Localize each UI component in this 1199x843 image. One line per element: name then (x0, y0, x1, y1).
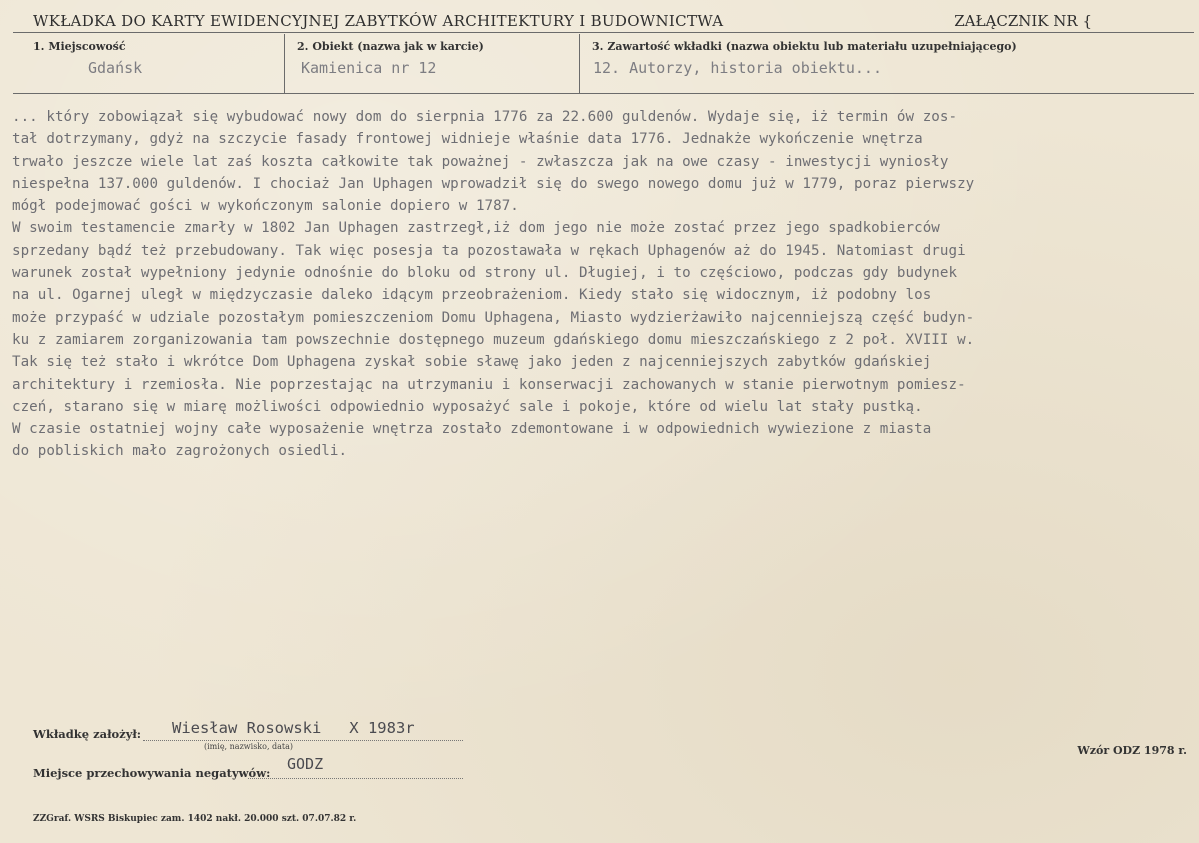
locality-value: Gdańsk (88, 59, 143, 77)
body-line: niespełna 137.000 guldenów. I chociaż Jan Uphagen wprowadził się do swego nowego domu już w 1779, poraz pierwszy (12, 175, 975, 192)
body-line: sprzedany bądź też przebudowany. Tak więc posesja ta pozostawała w rękach Uphagenów aż do 1945. Natomiast drugi (12, 242, 966, 259)
body-line: Tak się też stało i wkrótce Dom Uphagena zyskał sobie sławę jako jeden z najcenniejszych zabytków gdańskiej (12, 354, 932, 371)
body-line: tał dotrzymany, gdyż na szczycie fasady frontowej widnieje właśnie data 1776. Jednakże wykończenie wnętrza (12, 131, 923, 148)
creator-label: Wkładkę założył: (33, 727, 142, 741)
body-line: czeń, starano się w miarę możliwości odpowiednio wyposażyć sale i pokoje, które od wielu lat stały pustką. (12, 398, 923, 415)
annex-number: ZAŁĄCZNIK NR { (954, 12, 1092, 30)
body-line: W swoim testamencie zmarły w 1802 Jan Uphagen zastrzegł,iż dom jego nie może zostać przez jego spadkobierców (12, 220, 940, 237)
locality-field (13, 34, 284, 93)
body-line: ku z zamiarem zorganizowania tam powszechnie dostępnego muzeum gdańskiego domu mieszczańskiego z 2 poł. XVIII w. (12, 331, 975, 348)
storage-value: GODZ (287, 755, 324, 773)
body-line: W czasie ostatniej wojny całe wyposażenie wnętrza zostało zdemontowane i w odpowiednich wywiezione z miasta (12, 421, 932, 438)
body-line: warunek został wypełniony jedynie odnośnie do bloku od strony ul. Długiej, i to częściowo, podczas gdy budynek (12, 265, 958, 282)
field-row (13, 34, 1194, 94)
body-line: może przypaść w udziale pozostałym pomieszczeniom Domu Uphagena, Miasto wydzierżawiło najcenniejszą część budyn- (12, 309, 975, 326)
content-value: 12. Autorzy, historia obiektu... (593, 59, 882, 77)
content-field (579, 34, 1195, 93)
creator-dotted-line (143, 740, 463, 741)
card-title: WKŁADKA DO KARTY EWIDENCYJNEJ ZABYTKÓW ARCHITEKTURY I BUDOWNICTWA (33, 12, 724, 30)
object-label: 2. Obiekt (nazwa jak w karcie) (297, 40, 484, 53)
body-line: na ul. Ogarnej uległ w międzyczasie daleko idącym przeobrażeniom. Kiedy stało się widocznym, iż podobny los (12, 287, 932, 304)
creator-hint: (imię, nazwisko, data) (204, 742, 294, 751)
object-value: Kamienica nr 12 (301, 59, 437, 77)
body-line: ... który zobowiązał się wybudować nowy dom do sierpnia 1776 za 22.600 guldenów. Wydaje się, iż termin ów zos- (12, 109, 958, 125)
body-line: trwało jeszcze wiele lat zaś koszta całkowite tak poważnej - zwłaszcza jak na owe czasy - inwestycji wyniosły (12, 153, 949, 170)
creator-value: Wiesław Rosowski X 1983r (172, 719, 415, 737)
storage-label: Miejsce przechowywania negatywów: (33, 766, 271, 780)
body-line: do pobliskich mało zagrożonych osiedli. (12, 443, 348, 460)
body-line: mógł podejmować gości w wykończonym salonie dopiero w 1787. (12, 198, 519, 215)
form-model: Wzór ODZ 1978 r. (1077, 744, 1187, 757)
card-header (13, 8, 1194, 33)
locality-label: 1. Miejscowość (33, 40, 126, 53)
body-line: architektury i rzemiosła. Nie poprzestając na utrzymaniu i konserwacji zachowanych w stanie pierwotnym pomiesz- (12, 376, 966, 393)
typed-body-text (12, 106, 1190, 463)
content-label: 3. Zawartość wkładki (nazwa obiektu lub materiału uzupełniającego) (592, 40, 1017, 53)
object-field (284, 34, 580, 93)
storage-dotted-line (248, 778, 463, 779)
print-info: ZZGraf. WSRS Biskupiec zam. 1402 nakł. 20.000 szt. 07.07.82 r. (33, 814, 357, 824)
